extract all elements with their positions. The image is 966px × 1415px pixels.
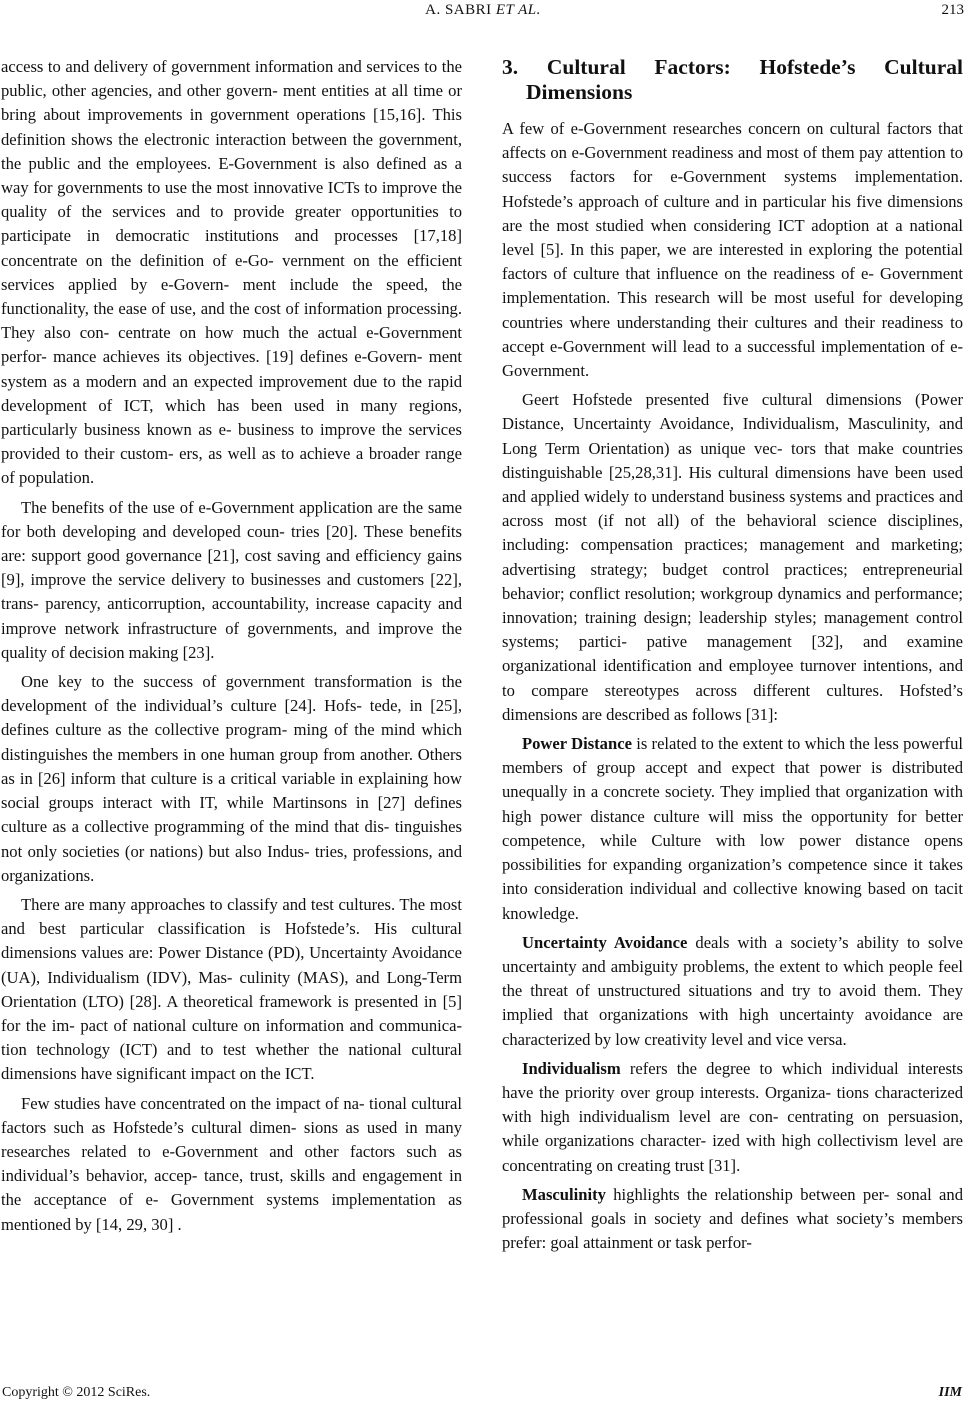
header-et-al: ET AL. [495,2,541,18]
section-heading: 3. Cultural Factors: Hofstede’s Cultural Dimensions [502,55,963,104]
paragraph-egov-benefits: The benefits of the use of e-Government application are the same for both developing and developed coun- tries [20]. These benefits are: support good governance [21], cost saving and efficiency gains [9], improve the service delivery to businesses and customers [22], trans- parency, anticorruption, accountability, increase capacity and improve network infrastructure of governments, and improve the quality of decision making [23]. [1,497,462,662]
term-individualism: Individualism [522,1058,621,1078]
text-masculinity: highlights the relationship between per- sonal and professional goals in society and defines what society’s members prefer: goal attainment or task perfor- [502,1184,963,1253]
paragraph-cultural-factors-intro: A few of e-Government researches concern on cultural factors that affects on e-Government readiness and most of them pay attention to success factors for e-Government systems implementation. Hofstede’s approach of culture and in particular his five dimensions are the most studied when considering ICT adoption at a national level [5]. In this paper, we are interested in exploring the potential factors of culture that influence on the readiness of e- Government implementation. This research will be most useful for developing countries where understanding their cultures and their readiness to accept e-Government will lead to a successful implementation of e-Government. [502,119,963,381]
paragraph-masculinity [502,1183,963,1256]
term-power-distance: Power Distance [522,734,632,754]
text-individualism: refers the degree to which individual interests have the priority over group interests. Organiza- tions characterized with high individualism level are con- centrating on persuasion, while organizations character- ized with high collectivism level are concentrating on creating trust [31]. [502,1058,963,1175]
page-footer [0,1385,966,1407]
paragraph-individualism [502,1057,963,1178]
paragraph-uncertainty-avoidance [502,931,963,1052]
term-masculinity: Masculinity [522,1184,606,1204]
paragraph-few-studies: Few studies have concentrated on the impact of na- tional cultural factors such as Hofstede’s cultural dimen- sions as used in many researches related to e-Government and other factors such as individual’s behavior, accep- tance, trust, skills and engagement in the acceptance of e- Government systems implementation as mentioned by [14, 29, 30] . [1,1093,462,1234]
paragraph-hofstede-dimensions: Geert Hofstede presented five cultural dimensions (Power Distance, Uncertainty Avoidance, Individualism, Masculinity, and Long Term Orientation) as unique vec- tors that make countries distinguishable [25,28,31]. His cultural dimensions have been used and applied widely to understand business systems and practices and across most (if not all) of the behavioral science disciplines, including: compensation practices; management and marketing; advertising strategy; budget control practices; entrepreneurial behavior; conflict resolution; workgroup dynamics and performance; innovation; training design; leadership styles; management control systems; partici- pative management [32], and examine organizational identification and employee turnover intentions, and to compare stereotypes across different cultures. Hofsted’s dimensions are described as follows [31]: [502,390,963,724]
running-header [0,2,966,26]
copyright-notice: Copyright © 2012 SciRes. [2,1385,151,1400]
paragraph-hofstede-classification: There are many approaches to classify and test cultures. The most and best particular classification is Hofstede’s. His cultural dimensions values are: Power Distance (PD), Uncertainty Avoidance (UA), Individualism (IDV), Mas- culinity (MAS), and Long-Term Orientation (LTO) [28]. A theoretical framework is presented in [5] for the im- pact of national culture on information and communica- tion technology (ICT) and to test whether the national cultural dimensions have significant impact on the ICT. [1,894,462,1084]
page-number: 213 [941,2,964,18]
paragraph-egov-definition: access to and delivery of government information and services to the public, other agencies, and other govern- ment entities at all time or bring about improvements in government operations [15,16]. This definition shows the electronic interaction between the government, the public and the employees. E-Government is also defined as a way for governments to use the most innovative ICTs to improve the quality of the services and to provide greater opportunities to participate in democratic institutions and processes [17,18] concentrate on the definition of e-Go- vernment on the efficient services applied by e-Govern- ment include the speed, the functionality, the ease of use, and the cost of information processing. They also con- centrate on how much the actual e-Government perfor- mance achieves its objectives. [19] defines e-Govern- ment system as a modern and an expected improvement due to the rapid development of ICT, which has been used in many regions, particularly business known as e- business to improve the services provided to their custom- ers, as well as to achieve a broader range of population. [1,57,462,488]
left-column [1,55,462,1242]
paragraph-culture-definition: One key to the success of government transformation is the development of the individual’s culture [24]. Hofs- tede, in [25], defines culture as the collective program- ming of the mind which distinguishes the members in one human group from another. Others as in [26] inform that culture is a critical variable in explaining how social groups interact with IT, while Martinsons in [27] defines culture as a collective programming of the mind that dis- tinguishes not only societies (or nations) but also Indus- tries, professions, and organizations. [1,672,462,885]
right-column [502,55,963,1260]
header-author-name: A. SABRI [425,2,492,18]
journal-abbreviation: IIM [938,1385,962,1400]
paragraph-power-distance [502,732,963,926]
term-uncertainty-avoidance: Uncertainty Avoidance [522,932,688,952]
text-uncertainty-avoidance: deals with a society’s ability to solve uncertainty and ambiguity problems, the extent to which people feel the threat of unstructured situations and try to avoid them. They implied that organizations with high uncertainty avoidance are characterized by low creativity level and vice versa. [502,932,963,1049]
header-authors [0,2,966,19]
text-power-distance: is related to the extent to which the less powerful members of group accept and expect that power is distributed unequally in a concrete society. They implied that organization with high power distance culture will miss the opportunity for better competence, while Culture with low power distance opens possibilities for expanding organization’s competence since it takes into consideration individual and collective knowing based on tacit knowledge. [502,734,963,923]
